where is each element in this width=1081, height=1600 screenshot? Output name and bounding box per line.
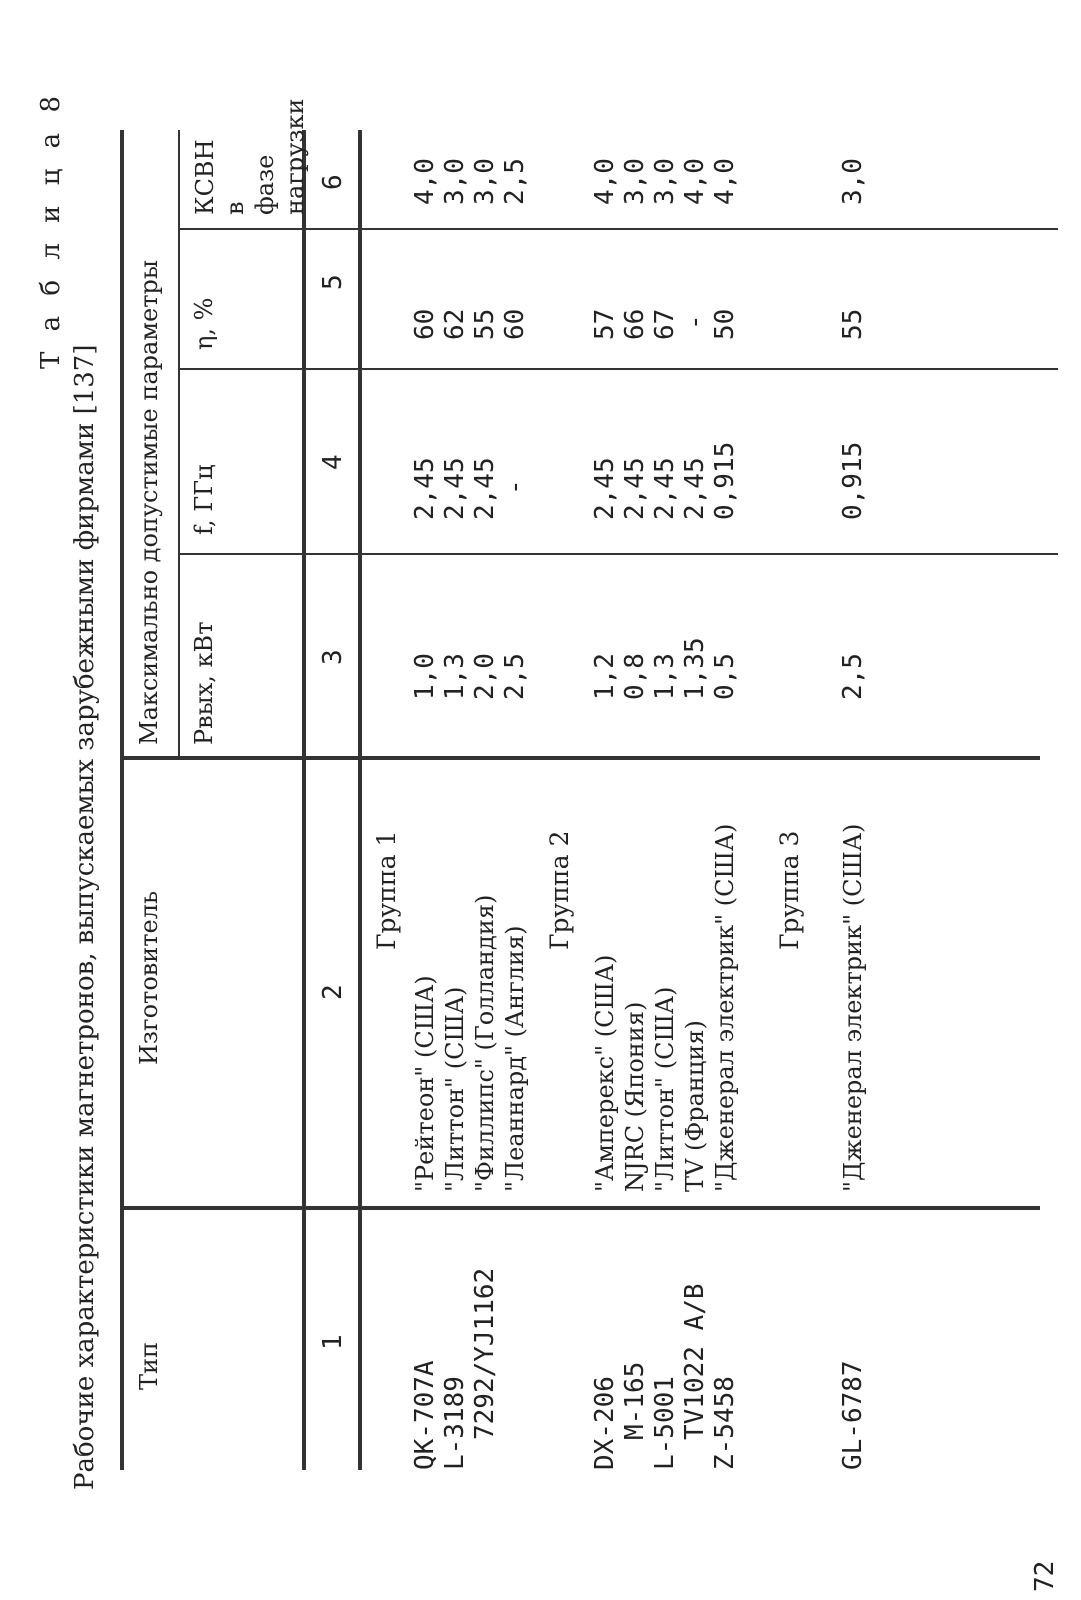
row-eff: 55 (838, 308, 868, 340)
row-pout: 0,8 (620, 653, 650, 700)
column-number-6: 6 (318, 174, 348, 190)
row-pout: 2,0 (470, 653, 500, 700)
subheader-rule (178, 130, 180, 760)
row-vswr: 4,0 (710, 158, 740, 205)
header-freq: f, ГГц (190, 464, 218, 535)
row-eff: 67 (650, 308, 680, 340)
row-pout: 1,3 (440, 653, 470, 700)
row-type: TV1022 А/В (680, 1283, 710, 1440)
row-vswr: 3,0 (620, 158, 650, 205)
row-type: M-165 (620, 1361, 650, 1440)
group-2-label: Группа 2 (545, 830, 574, 950)
header-vswr: КСВН в фазе нагрузки (191, 98, 309, 215)
row-maker: "Филлипс" (Голландия) (471, 894, 499, 1192)
column-number-5: 5 (318, 274, 348, 290)
row-type: DX-206 (590, 1376, 620, 1470)
row-vswr: 4,0 (410, 158, 440, 205)
row-maker: "Леаннард" (Англия) (501, 925, 529, 1192)
row-freq: 2,45 (590, 457, 620, 520)
column-number-2: 2 (318, 984, 348, 1000)
row-vswr: 4,0 (680, 158, 710, 205)
group-1-label: Группа 1 (372, 830, 401, 950)
row-eff: 66 (620, 308, 650, 340)
row-freq: 2,45 (650, 457, 680, 520)
row-freq: 2,45 (470, 457, 500, 520)
row-type: Z-5458 (710, 1376, 740, 1470)
row-type: GL-6787 (838, 1360, 868, 1470)
table-caption: Рабочие характеристики магнетронов, выпускаемых зарубежными фирмами [137] (70, 344, 100, 1490)
row-vswr: 4,0 (590, 158, 620, 205)
row-type: 7292/YJ1162 (470, 1267, 500, 1440)
header-eff: η, % (190, 297, 218, 350)
col2-separator (120, 756, 1040, 760)
group-3-label: Группа 3 (775, 830, 804, 950)
row-maker: "Дженерал электрик" (США) (839, 823, 867, 1192)
row-eff: 60 (500, 308, 530, 340)
row-freq: 0,915 (838, 441, 868, 520)
header-maker: Изготовитель (135, 890, 163, 1065)
row-eff: - (680, 314, 710, 330)
column-number-1: 1 (318, 1334, 348, 1350)
row-vswr: 3,0 (470, 158, 500, 205)
row-maker: "Дженерал электрик" (США) (711, 823, 739, 1192)
header-pout: Pвых, кВт (190, 621, 218, 745)
column-number-3: 3 (318, 649, 348, 665)
col5-separator (178, 228, 1058, 230)
row-maker: "Литтон" (США) (441, 986, 469, 1192)
row-freq: - (500, 479, 530, 495)
table-top-rule (120, 130, 124, 1470)
row-maker: NJRC (Япония) (621, 1001, 649, 1192)
row-vswr: 3,0 (838, 158, 868, 205)
row-vswr: 2,5 (500, 158, 530, 205)
row-maker: TV (Франция) (681, 1020, 709, 1192)
row-type: L-5001 (650, 1376, 680, 1470)
row-type: L-3189 (440, 1376, 470, 1470)
row-eff: 60 (410, 308, 440, 340)
row-freq: 2,45 (680, 457, 710, 520)
row-type: QK-707А (410, 1360, 440, 1470)
row-pout: 1,35 (680, 637, 710, 700)
row-eff: 57 (590, 308, 620, 340)
row-eff: 50 (710, 308, 740, 340)
row-freq: 2,45 (410, 457, 440, 520)
header-max-params: Максимально допустимые параметры (135, 260, 163, 745)
row-freq: 2,45 (440, 457, 470, 520)
row-pout: 1,3 (650, 653, 680, 700)
row-pout: 2,5 (838, 653, 868, 700)
header-type: Тип (135, 1342, 163, 1390)
row-eff: 62 (440, 308, 470, 340)
row-pout: 1,0 (410, 653, 440, 700)
row-vswr: 3,0 (440, 158, 470, 205)
table-label: Т а б л и ц а 8 (36, 90, 66, 369)
header-bottom-rule (302, 130, 306, 1470)
col1-separator (120, 1206, 1040, 1210)
row-pout: 2,5 (500, 653, 530, 700)
row-freq: 2,45 (620, 457, 650, 520)
column-number-rule (358, 130, 362, 1470)
row-pout: 1,2 (590, 653, 620, 700)
row-maker: "Рейтеон" (США) (411, 975, 439, 1192)
column-number-4: 4 (318, 454, 348, 470)
row-freq: 0,915 (710, 441, 740, 520)
page-number: 72 (1030, 1560, 1060, 1592)
col4-separator (178, 368, 1058, 370)
row-vswr: 3,0 (650, 158, 680, 205)
row-maker: "Литтон" (США) (651, 986, 679, 1192)
row-pout: 0,5 (710, 653, 740, 700)
row-maker: "Амперекс" (США) (591, 954, 619, 1192)
col3-separator (178, 553, 1058, 555)
row-eff: 55 (470, 308, 500, 340)
